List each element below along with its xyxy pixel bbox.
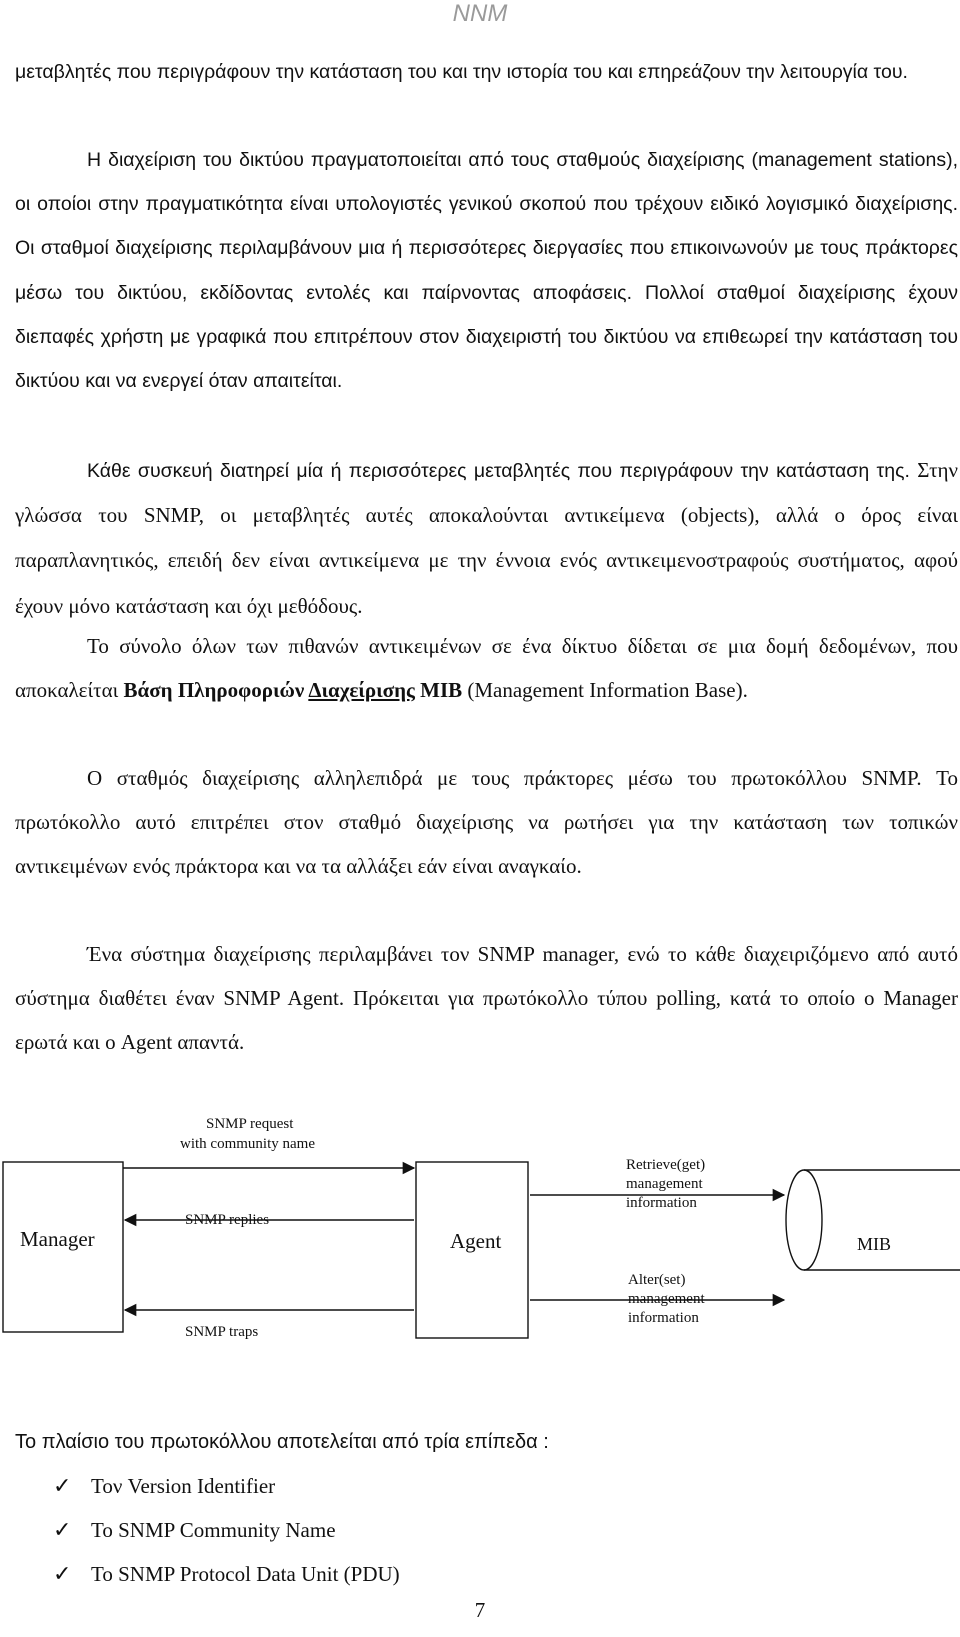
list-item: [15, 1464, 945, 1508]
checkmark-icon: ✓: [53, 1517, 72, 1542]
traps-label: SNMP traps: [185, 1324, 259, 1340]
checkmark-icon: ✓: [53, 1473, 72, 1498]
paragraph-2: Η διαχείριση του δικτύου πραγματοποιείται από τους σταθμούς διαχείρισης (management stations), οι οποίοι στην πραγματικότητα είναι υπολογιστές γενικού σκοπού που τρέχουν ειδικό λογισμικό διαχείρισης. Οι σταθμοί διαχείρισης περιλαμβάνουν μια ή περισσότερες διεργασίες που επικοινωνούν με τους πράκτορες μέσω του δικτύου, εκδίδοντας εντολές και παίρνοντας αποφάσεις. Πολλοί σταθμοί διαχείρισης έχουν διεπαφές χρήστη με γραφικά που επιτρέπουν στον διαχειριστή του δικτύου να επιθεωρεί την κατάσταση του δικτύου και να ενεργεί όταν απαιτείται.: [15, 149, 958, 393]
mib-acronym: MIB: [414, 678, 463, 703]
paragraph-3-part-b: Στην γλώσσα του SNMP, οι μεταβλητές αυτές αποκαλούνται αντικείμενα (objects), αλλά ο όρος είναι παραπλανητικός, επειδή δεν είναι αντικείμενα με την έννοια ενός αντικειμενοστραφούς συστήματος, αφού έχουν μόνο κατάσταση και όχι μεθόδους.: [15, 458, 958, 618]
mib-label: MIB: [857, 1234, 892, 1254]
paragraph-3: [15, 448, 958, 629]
paragraph-4: [15, 624, 958, 712]
request-label-line1: SNMP request: [206, 1116, 294, 1132]
agent-label: Agent: [450, 1229, 502, 1253]
get-label-line1: Retrieve(get): [626, 1157, 706, 1173]
protocol-frame-list: [15, 1420, 945, 1596]
list-item: [15, 1508, 945, 1552]
set-label-line2: management: [628, 1291, 705, 1307]
get-label-line2: management: [626, 1176, 703, 1192]
request-label-line2: with community name: [180, 1136, 315, 1152]
paragraph-6: Ένα σύστημα διαχείρισης περιλαμβάνει τον SNMP manager, ενώ το κάθε διαχειριζόμενο από αυτό σύστημα διαθέτει έναν SNMP Agent. Πρόκειται για πρωτόκολλο τύπου polling, κατά το οποίο ο Manager ερωτά και ο Agent απαντά.: [15, 942, 958, 1055]
paragraph-1: μεταβλητές που περιγράφουν την κατάσταση του και την ιστορία του και επηρεάζουν την λειτουργία του.: [15, 61, 908, 83]
page-number: 7: [474, 1598, 486, 1622]
paragraph-4-part-e: (Management Information Base).: [462, 678, 748, 703]
checkmark-icon: ✓: [53, 1561, 72, 1586]
mib-term-underlined: Διαχείρισης: [308, 678, 415, 703]
list-item-text: Τον Version Identifier: [91, 1474, 276, 1498]
mib-cylinder-front: [786, 1170, 960, 1270]
mib-term-bold: Βάση Πληροφοριών: [123, 678, 309, 703]
replies-label: SNMP replies: [185, 1212, 270, 1228]
manager-label: Manager: [20, 1227, 95, 1251]
list-item: [15, 1552, 945, 1596]
mib-cylinder-arc: [804, 1170, 822, 1270]
paragraph-3-part-a: Κάθε συσκευή διατηρεί μία ή περισσότερες μεταβλητές που περιγράφουν την κατάσταση της.: [87, 460, 918, 482]
frame-intro: Το πλαίσιο του πρωτοκόλλου αποτελείται από τρία επίπεδα :: [15, 1431, 549, 1453]
set-label-line1: Alter(set): [628, 1272, 686, 1288]
paragraph-5: Ο σταθμός διαχείρισης αλληλεπιδρά με τους πράκτορες μέσω του πρωτοκόλλου SNMP. Το πρωτόκολλο αυτό επιτρέπει στον σταθμό διαχείρισης να ρωτήσει για την κατάσταση των τοπικών αντικειμένων ενός πράκτορα και να τα αλλάξει εάν είναι αναγκαίο.: [15, 766, 958, 879]
list-item-text: To SNMP Community Name: [91, 1518, 336, 1542]
snmp-diagram: [0, 1110, 960, 1360]
list-item-text: To SNMP Protocol Data Unit (PDU): [91, 1562, 400, 1586]
set-label-line3: information: [628, 1310, 699, 1326]
get-label-line3: information: [626, 1195, 697, 1211]
page-header-logo: NNM: [452, 0, 508, 27]
paragraph-4-part-a: Το σύνολο όλων των πιθανών αντικειμένων σε ένα δίκτυο δίδεται σε μια δομή δεδομένων, που αποκαλείται: [15, 634, 958, 703]
